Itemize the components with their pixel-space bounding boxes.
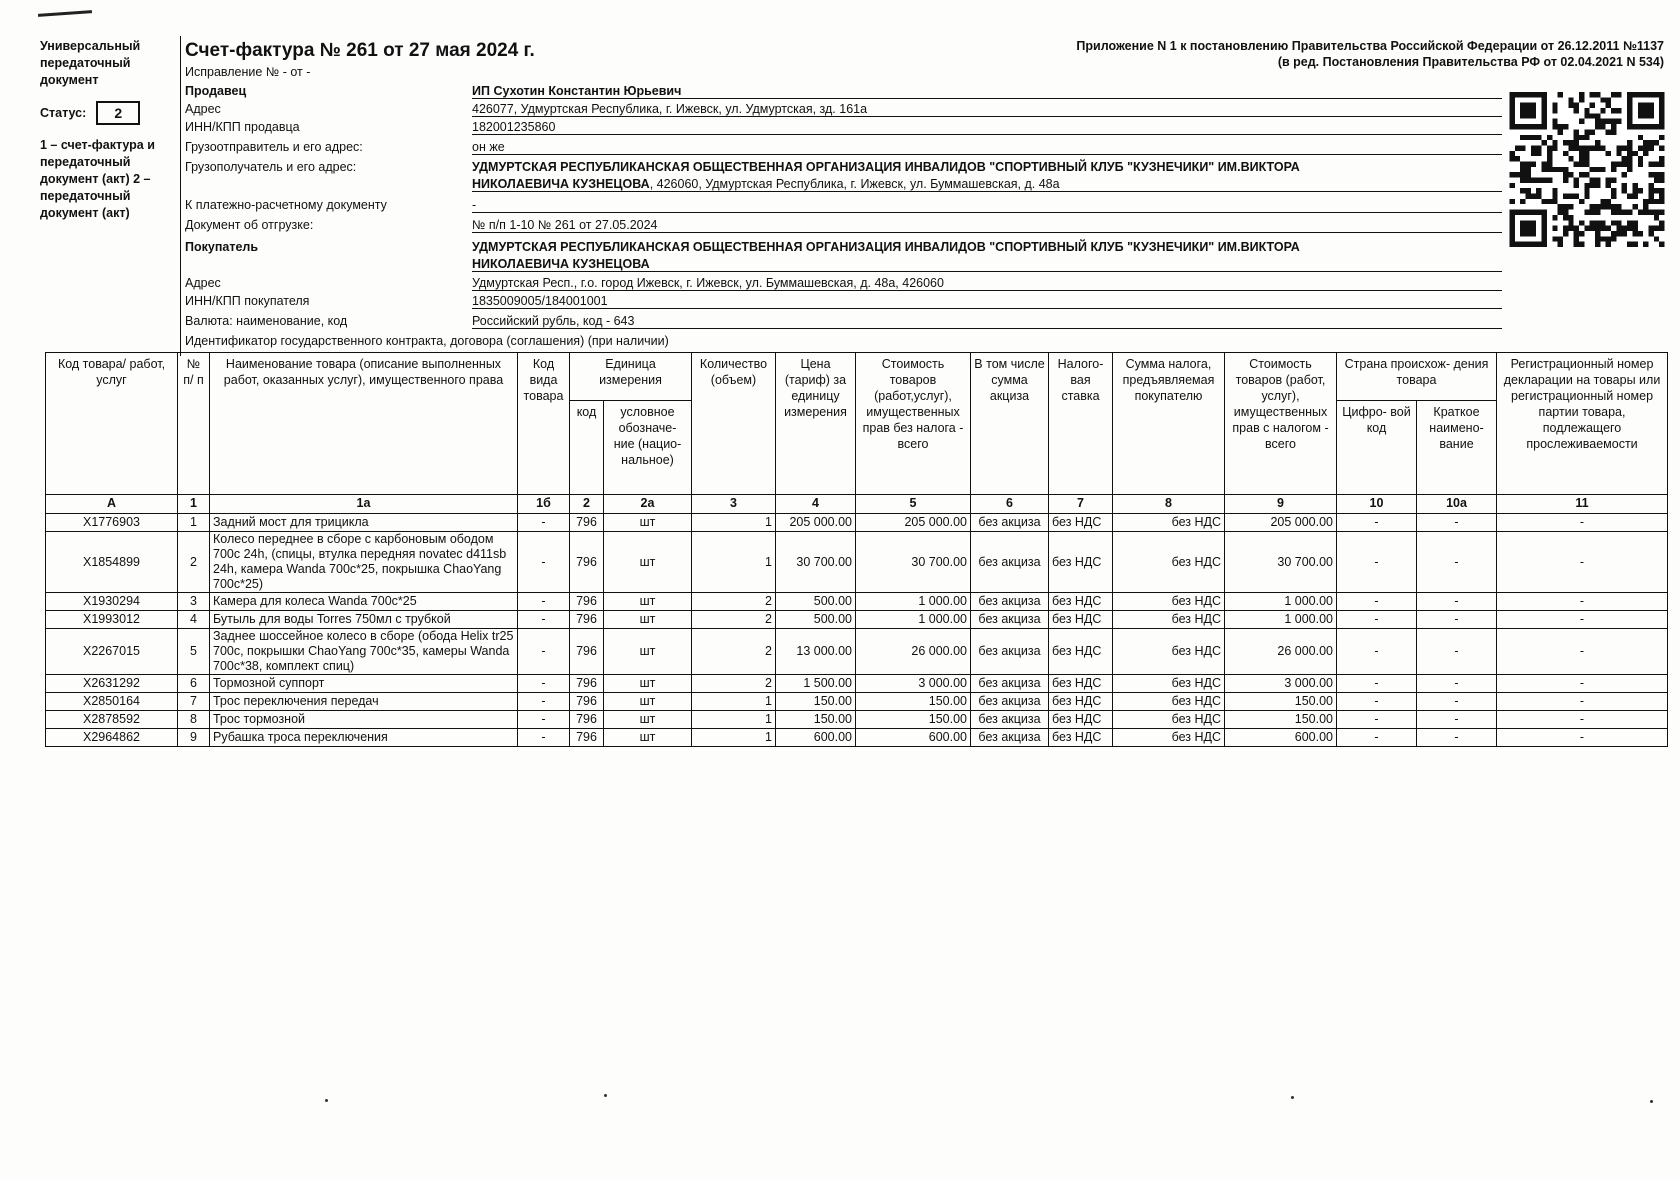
cell-rate: без НДС — [1049, 611, 1113, 629]
cell-cn: - — [1417, 514, 1497, 532]
cell-ucode: 796 — [570, 711, 604, 729]
field-value: Российский рубль, код - 643 — [472, 314, 1502, 329]
cell-n: 2 — [178, 532, 210, 593]
cell-kind: - — [518, 593, 570, 611]
cell-uname: шт — [604, 629, 692, 675]
column-number: 1 — [178, 495, 210, 514]
cell-cn: - — [1417, 711, 1497, 729]
cell-price: 205 000.00 — [776, 514, 856, 532]
cell-rate: без НДС — [1049, 629, 1113, 675]
field-value: он же — [472, 140, 1502, 155]
cell-total: 30 700.00 — [1225, 532, 1337, 593]
field-value: УДМУРТСКАЯ РЕСПУБЛИКАНСКАЯ ОБЩЕСТВЕННАЯ ОРГАНИЗАЦИЯ ИНВАЛИДОВ "СПОРТИВНЫЙ КЛУБ "КУЗНЕЧИКИ" ИМ.ВИКТОРА — [472, 240, 1300, 254]
cell-total: 26 000.00 — [1225, 629, 1337, 675]
cell-price: 150.00 — [776, 693, 856, 711]
th-num: № п/ п — [178, 353, 210, 495]
doc-type-panel — [40, 38, 178, 222]
cell-kind: - — [518, 611, 570, 629]
field-value: ИП Сухотин Константин Юрьевич — [472, 84, 1502, 99]
field-label: К платежно-расчетному документу — [185, 198, 387, 212]
cell-ucode: 796 — [570, 514, 604, 532]
field-label: ИНН/КПП покупателя — [185, 294, 310, 308]
cell-tax: без НДС — [1113, 693, 1225, 711]
cell-price: 600.00 — [776, 729, 856, 747]
cell-name: Камера для колеса Wanda 700c*25 — [210, 593, 518, 611]
cell-price: 30 700.00 — [776, 532, 856, 593]
cell-code: X2964862 — [46, 729, 178, 747]
cell-code: X2850164 — [46, 693, 178, 711]
speck — [604, 1094, 607, 1097]
cell-ucode: 796 — [570, 593, 604, 611]
speck — [325, 1099, 328, 1102]
cell-uname: шт — [604, 693, 692, 711]
th-country-name: Краткое наимено- вание — [1417, 401, 1497, 495]
field-value: № п/п 1-10 № 261 от 27.05.2024 — [472, 218, 1502, 233]
field-label: Идентификатор государственного контракта, договора (соглашения) (при наличии) — [185, 334, 669, 348]
column-number: 2а — [604, 495, 692, 514]
cell-cn: - — [1417, 593, 1497, 611]
cell-ucode: 796 — [570, 532, 604, 593]
table-row — [46, 711, 1668, 729]
cell-cost: 30 700.00 — [856, 532, 971, 593]
cell-name: Рубашка троса переключения — [210, 729, 518, 747]
status-value: 2 — [96, 101, 140, 125]
cell-name: Задний мост для трицикла — [210, 514, 518, 532]
cell-qty: 2 — [692, 611, 776, 629]
cell-name: Бутыль для воды Torres 750мл с трубкой — [210, 611, 518, 629]
cell-rate: без НДС — [1049, 593, 1113, 611]
cell-price: 150.00 — [776, 711, 856, 729]
cell-qty: 2 — [692, 629, 776, 675]
cell-reg: - — [1497, 532, 1668, 593]
cell-rate: без НДС — [1049, 532, 1113, 593]
column-number: 4 — [776, 495, 856, 514]
cell-cc: - — [1337, 532, 1417, 593]
cell-cost: 1 000.00 — [856, 593, 971, 611]
column-numbers-row — [46, 495, 1668, 514]
field-value: 1835009005/184001001 — [472, 294, 1502, 309]
cell-cn: - — [1417, 629, 1497, 675]
cell-name: Тормозной суппорт — [210, 675, 518, 693]
th-unit-code: код — [570, 401, 604, 495]
column-number: 5 — [856, 495, 971, 514]
cell-uname: шт — [604, 593, 692, 611]
items-table — [45, 352, 1668, 747]
cell-price: 13 000.00 — [776, 629, 856, 675]
cell-rate: без НДС — [1049, 693, 1113, 711]
th-code: Код товара/ работ, услуг — [46, 353, 178, 495]
cell-ucode: 796 — [570, 611, 604, 629]
cell-kind: - — [518, 693, 570, 711]
cell-n: 8 — [178, 711, 210, 729]
cell-kind: - — [518, 675, 570, 693]
cell-rate: без НДС — [1049, 711, 1113, 729]
th-cost: Стоимость товаров (работ,услуг), имущественных прав без налога - всего — [856, 353, 971, 495]
cell-code: X1854899 — [46, 532, 178, 593]
cell-qty: 2 — [692, 593, 776, 611]
field-value: - — [472, 198, 1502, 213]
cell-reg: - — [1497, 729, 1668, 747]
column-number: 2 — [570, 495, 604, 514]
cell-tax: без НДС — [1113, 593, 1225, 611]
th-country: Страна происхож- дения товара — [1337, 353, 1497, 401]
column-number: А — [46, 495, 178, 514]
left-divider — [180, 36, 181, 356]
cell-excise: без акциза — [971, 693, 1049, 711]
cell-qty: 1 — [692, 711, 776, 729]
cell-rate: без НДС — [1049, 675, 1113, 693]
column-number: 11 — [1497, 495, 1668, 514]
column-number: 6 — [971, 495, 1049, 514]
cell-reg: - — [1497, 711, 1668, 729]
th-kind: Код вида товара — [518, 353, 570, 495]
th-country-code: Цифро- вой код — [1337, 401, 1417, 495]
cell-price: 500.00 — [776, 593, 856, 611]
cell-total: 1 000.00 — [1225, 593, 1337, 611]
cell-tax: без НДС — [1113, 729, 1225, 747]
th-reg: Регистрационный номер декларации на товары или регистрационный номер партии товара, подлежащего прослеживаемости — [1497, 353, 1668, 495]
th-tax: Сумма налога, предъявляемая покупателю — [1113, 353, 1225, 495]
cell-name: Трос переключения передач — [210, 693, 518, 711]
cell-cost: 600.00 — [856, 729, 971, 747]
table-row — [46, 514, 1668, 532]
cell-uname: шт — [604, 729, 692, 747]
column-number: 1б — [518, 495, 570, 514]
appendix-note — [1076, 38, 1664, 70]
cell-qty: 1 — [692, 693, 776, 711]
cell-qty: 2 — [692, 675, 776, 693]
status-label: Статус: — [40, 105, 87, 120]
column-number: 8 — [1113, 495, 1225, 514]
cell-tax: без НДС — [1113, 514, 1225, 532]
cell-cost: 150.00 — [856, 693, 971, 711]
cell-excise: без акциза — [971, 729, 1049, 747]
cell-total: 3 000.00 — [1225, 675, 1337, 693]
cell-name: Трос тормозной — [210, 711, 518, 729]
scan-mark — [38, 10, 92, 17]
table-row — [46, 729, 1668, 747]
cell-name: Колесо переднее в сборе с карбоновым ободом 700c 24h, (спицы, втулка передняя novatec d411sb 24h, камера Wanda 700c*25, покрышка ChaoYang 700c*25) — [210, 532, 518, 593]
cell-reg: - — [1497, 629, 1668, 675]
cell-total: 205 000.00 — [1225, 514, 1337, 532]
field-value-line2-bold: НИКОЛАЕВИЧА КУЗНЕЦОВА — [472, 257, 650, 271]
cell-cost: 1 000.00 — [856, 611, 971, 629]
table-row — [46, 675, 1668, 693]
cell-cc: - — [1337, 593, 1417, 611]
column-number: 9 — [1225, 495, 1337, 514]
column-number: 3 — [692, 495, 776, 514]
cell-cc: - — [1337, 629, 1417, 675]
field-value-line2 — [472, 177, 1502, 192]
field-value-line2-text: , 426060, Удмуртская Республика, г. Ижевск, ул. Буммашевская, д. 48а — [649, 177, 1060, 191]
cell-total: 1 000.00 — [1225, 611, 1337, 629]
status-row — [40, 101, 178, 125]
cell-code: X2631292 — [46, 675, 178, 693]
cell-tax: без НДС — [1113, 611, 1225, 629]
th-rate: Налого- вая ставка — [1049, 353, 1113, 495]
field-label: Продавец — [185, 84, 247, 98]
cell-cn: - — [1417, 729, 1497, 747]
cell-n: 4 — [178, 611, 210, 629]
correction-line: Исправление № - от - — [185, 65, 311, 79]
cell-n: 5 — [178, 629, 210, 675]
cell-rate: без НДС — [1049, 514, 1113, 532]
cell-kind: - — [518, 532, 570, 593]
cell-name: Заднее шоссейное колесо в сборе (обода Helix tr25 700c, покрышки ChaoYang 700c*35, камеры Wanda 700c*38, комплект спиц) — [210, 629, 518, 675]
table-row — [46, 611, 1668, 629]
cell-excise: без акциза — [971, 514, 1049, 532]
cell-cost: 26 000.00 — [856, 629, 971, 675]
th-name: Наименование товара (описание выполненных работ, оказанных услуг), имущественного права — [210, 353, 518, 495]
appendix-line-2: (в ред. Постановления Правительства РФ от 02.04.2021 N 534) — [1277, 55, 1664, 69]
cell-ucode: 796 — [570, 675, 604, 693]
cell-reg: - — [1497, 693, 1668, 711]
cell-cc: - — [1337, 514, 1417, 532]
cell-excise: без акциза — [971, 532, 1049, 593]
cell-excise: без акциза — [971, 611, 1049, 629]
field-label: Адрес — [185, 102, 221, 116]
table-row — [46, 693, 1668, 711]
th-excise: В том числе сумма акциза — [971, 353, 1049, 495]
cell-reg: - — [1497, 675, 1668, 693]
qr-code-icon — [1506, 92, 1668, 247]
cell-qty: 1 — [692, 729, 776, 747]
cell-uname: шт — [604, 711, 692, 729]
speck — [1650, 1100, 1653, 1103]
field-label: Адрес — [185, 276, 221, 290]
field-value-line2 — [472, 257, 1502, 272]
column-number: 10а — [1417, 495, 1497, 514]
cell-n: 6 — [178, 675, 210, 693]
cell-code: X2878592 — [46, 711, 178, 729]
doc-type-label: Универсальный передаточный документ — [40, 39, 141, 87]
cell-tax: без НДС — [1113, 629, 1225, 675]
cell-tax: без НДС — [1113, 711, 1225, 729]
cell-price: 1 500.00 — [776, 675, 856, 693]
cell-reg: - — [1497, 593, 1668, 611]
cell-uname: шт — [604, 514, 692, 532]
cell-cn: - — [1417, 611, 1497, 629]
cell-cc: - — [1337, 611, 1417, 629]
field-value: 182001235860 — [472, 120, 1502, 135]
cell-ucode: 796 — [570, 693, 604, 711]
cell-code: X2267015 — [46, 629, 178, 675]
cell-qty: 1 — [692, 532, 776, 593]
cell-reg: - — [1497, 514, 1668, 532]
cell-excise: без акциза — [971, 629, 1049, 675]
cell-total: 150.00 — [1225, 693, 1337, 711]
cell-n: 3 — [178, 593, 210, 611]
th-unit-name: условное обозначе- ние (нацио- нальное) — [604, 401, 692, 495]
cell-total: 600.00 — [1225, 729, 1337, 747]
cell-uname: шт — [604, 532, 692, 593]
cell-cn: - — [1417, 675, 1497, 693]
table-row — [46, 629, 1668, 675]
cell-total: 150.00 — [1225, 711, 1337, 729]
cell-ucode: 796 — [570, 729, 604, 747]
field-value: УДМУРТСКАЯ РЕСПУБЛИКАНСКАЯ ОБЩЕСТВЕННАЯ ОРГАНИЗАЦИЯ ИНВАЛИДОВ "СПОРТИВНЫЙ КЛУБ "КУЗНЕЧИКИ" ИМ.ВИКТОРА — [472, 160, 1300, 174]
field-label: Грузоотправитель и его адрес: — [185, 140, 363, 154]
cell-cn: - — [1417, 532, 1497, 593]
th-total: Стоимость товаров (работ, услуг), имущественных прав с налогом - всего — [1225, 353, 1337, 495]
column-number: 1а — [210, 495, 518, 514]
cell-cc: - — [1337, 675, 1417, 693]
cell-price: 500.00 — [776, 611, 856, 629]
speck — [1291, 1096, 1294, 1099]
field-label: Валюта: наименование, код — [185, 314, 348, 328]
cell-kind: - — [518, 711, 570, 729]
status-note: 1 – счет-фактура и передаточный документ (акт) 2 – передаточный документ (акт) — [40, 138, 155, 220]
cell-qty: 1 — [692, 514, 776, 532]
field-label: Покупатель — [185, 240, 259, 254]
cell-cn: - — [1417, 693, 1497, 711]
cell-n: 1 — [178, 514, 210, 532]
column-number: 7 — [1049, 495, 1113, 514]
field-label: Документ об отгрузке: — [185, 218, 314, 232]
field-label: Грузополучатель и его адрес: — [185, 160, 357, 174]
cell-code: X1993012 — [46, 611, 178, 629]
field-value: Удмуртская Респ., г.о. город Ижевск, г. Ижевск, ул. Буммашевская, д. 48а, 426060 — [472, 276, 1502, 291]
cell-cost: 205 000.00 — [856, 514, 971, 532]
cell-cc: - — [1337, 729, 1417, 747]
appendix-line-1: Приложение N 1 к постановлению Правительства Российской Федерации от 26.12.2011 №1137 — [1076, 39, 1664, 53]
cell-uname: шт — [604, 611, 692, 629]
cell-rate: без НДС — [1049, 729, 1113, 747]
cell-tax: без НДС — [1113, 675, 1225, 693]
cell-cc: - — [1337, 693, 1417, 711]
cell-excise: без акциза — [971, 675, 1049, 693]
cell-uname: шт — [604, 675, 692, 693]
cell-kind: - — [518, 729, 570, 747]
field-label: ИНН/КПП продавца — [185, 120, 300, 134]
cell-kind: - — [518, 629, 570, 675]
cell-n: 7 — [178, 693, 210, 711]
th-unit: Единица измерения — [570, 353, 692, 401]
th-qty: Количество (объем) — [692, 353, 776, 495]
cell-ucode: 796 — [570, 629, 604, 675]
cell-cc: - — [1337, 711, 1417, 729]
cell-n: 9 — [178, 729, 210, 747]
table-row — [46, 593, 1668, 611]
cell-tax: без НДС — [1113, 532, 1225, 593]
cell-cost: 150.00 — [856, 711, 971, 729]
cell-excise: без акциза — [971, 593, 1049, 611]
invoice-title: Счет-фактура № 261 от 27 мая 2024 г. — [185, 40, 535, 61]
table-row — [46, 532, 1668, 593]
field-value: 426077, Удмуртская Республика, г. Ижевск, ул. Удмуртская, зд. 161а — [472, 102, 1502, 117]
cell-code: X1930294 — [46, 593, 178, 611]
cell-code: X1776903 — [46, 514, 178, 532]
cell-kind: - — [518, 514, 570, 532]
cell-excise: без акциза — [971, 711, 1049, 729]
field-value-line2-bold: НИКОЛАЕВИЧА КУЗНЕЦОВА — [472, 177, 650, 191]
cell-cost: 3 000.00 — [856, 675, 971, 693]
cell-reg: - — [1497, 611, 1668, 629]
th-price: Цена (тариф) за единицу измерения — [776, 353, 856, 495]
column-number: 10 — [1337, 495, 1417, 514]
